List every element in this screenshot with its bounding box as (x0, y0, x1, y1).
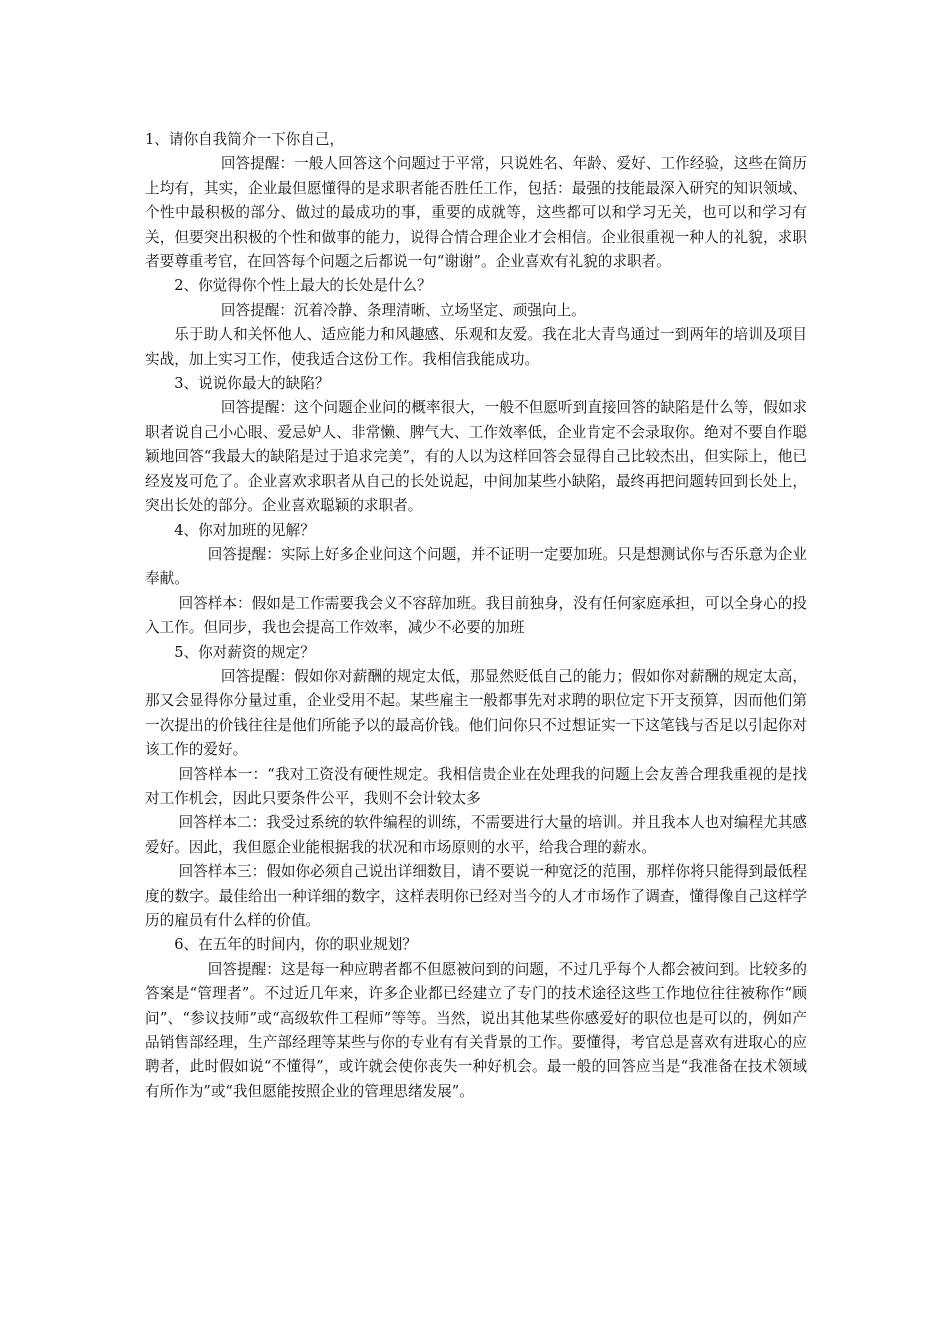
question-3: 3、说说你最大的缺陷？ (174, 375, 330, 393)
answer-tip-6: 回答提醒：这是每一种应聘者都不但愿被问到的问题，不过几乎每个人都会被问到。比较多的答案是“管理者”。不过近几年来，许多企业都已经建立了专门的技术途径这些工作地位往往被称作“顾问”、“参议技师”或“高级软件工程师”等等。当然，说出其他某些你感爱好的职位也是可以的，例如产品销售部经理，生产部经理等某些与你的专业有有关背景的工作。要懂得，考官总是喜欢有进取心的应聘者，此时假如说“不懂得”，或许就会使你丧失一种好机会。最一般的回答应当是“我准备在技术领域有所作为”或“我但愿能按照企业的管理思绪发展”。 (145, 960, 807, 1100)
answer-continuation-2: 乐于助人和关怀他人、适应能力和风趣感、乐观和友爱。我在北大青鸟通过一到两年的培训及项目实战，加上实习工作，使我适合这份工作。我相信我能成功。 (145, 326, 807, 368)
question-4: 4、你对加班的见解？ (174, 521, 315, 539)
question-5: 5、你对薪资的规定？ (174, 643, 315, 661)
answer-sample-5-2: 回答样本二：我受过系统的软件编程的训练，不需要进行大量的培训。并且我本人也对编程尤其感爱好。因此，我但愿企业能根据我的状况和市场原则的水平，给我合理的薪水。 (145, 814, 807, 856)
question-1: 1、请你自我简介一下你自己， (145, 131, 345, 148)
answer-tip-2: 回答提醒：沉着冷静、条理清晰、立场坚定、顽强向上。 (220, 301, 586, 319)
document-body (145, 128, 807, 1104)
question-6: 6、在五年的时间内，你的职业规划？ (174, 936, 417, 954)
answer-sample-4: 回答样本：假如是工作需要我会义不容辞加班。我目前独身，没有任何家庭承担，可以全身心的投入工作。但同步，我也会提高工作效率，减少不必要的加班 (145, 594, 807, 637)
question-2: 2、你觉得你个性上最大的长处是什么？ (174, 277, 432, 295)
answer-tip-5: 回答提醒：假如你对薪酬的规定太低，那显然贬低自己的能力；假如你对薪酬的规定太高，那又会显得你分量过重，企业受用不起。某些雇主一般都事先对求聘的职位定下开支预算，因而他们第一次提出的价钱往往是他们所能予以的最高价钱。他们问你只不过想证实一下这笔钱与否足以引起你对该工作的爱好。 (145, 667, 807, 759)
answer-sample-5-3: 回答样本三：假如你必须自己说出详细数目，请不要说一种宽泛的范围，那样你将只能得到最低程度的数字。最佳给出一种详细的数字，这样表明你已经对当今的人才市场作了调查，懂得像自己这样学历的雇员有什么样的价值。 (145, 863, 807, 929)
answer-sample-5-1: 回答样本一：“我对工资没有硬性规定。我相信贵企业在处理我的问题上会友善合理我重视的是找对工作机会，因此只要条件公平，我则不会计较太多 (145, 765, 807, 807)
answer-tip-1: 回答提醒：一般人回答这个问题过于平常，只说姓名、年龄、爱好、工作经验，这些在简历上均有，其实，企业最但愿懂得的是求职者能否胜任工作，包括：最强的技能最深入研究的知识领域、个性中最积极的部分、做过的最成功的事，重要的成就等，这些都可以和学习无关，也可以和学习有关，但要突出积极的个性和做事的能力，说得合情合理企业才会相信。企业很重视一种人的礼貌，求职者要尊重考官，在回答每个问题之后都说一句“谢谢”。企业喜欢有礼貌的求职者。 (145, 155, 807, 271)
answer-tip-4: 回答提醒：实际上好多企业问这个问题，并不证明一定要加班。只是想测试你与否乐意为企业奉献。 (145, 545, 807, 588)
answer-tip-3: 回答提醒：这个问题企业问的概率很大，一般不但愿听到直接回答的缺陷是什么等，假如求职者说自己小心眼、爱忌妒人、非常懒、脾气大、工作效率低，企业肯定不会录取你。绝对不要自作聪颖地回答“我最大的缺陷是过于追求完美”，有的人以为这样回答会显得自己比较杰出，但实际上，他已经岌岌可危了。企业喜欢求职者从自己的长处说起，中间加某些小缺陷，最终再把问题转回到长处上，突出长处的部分。企业喜欢聪颖的求职者。 (145, 399, 807, 515)
